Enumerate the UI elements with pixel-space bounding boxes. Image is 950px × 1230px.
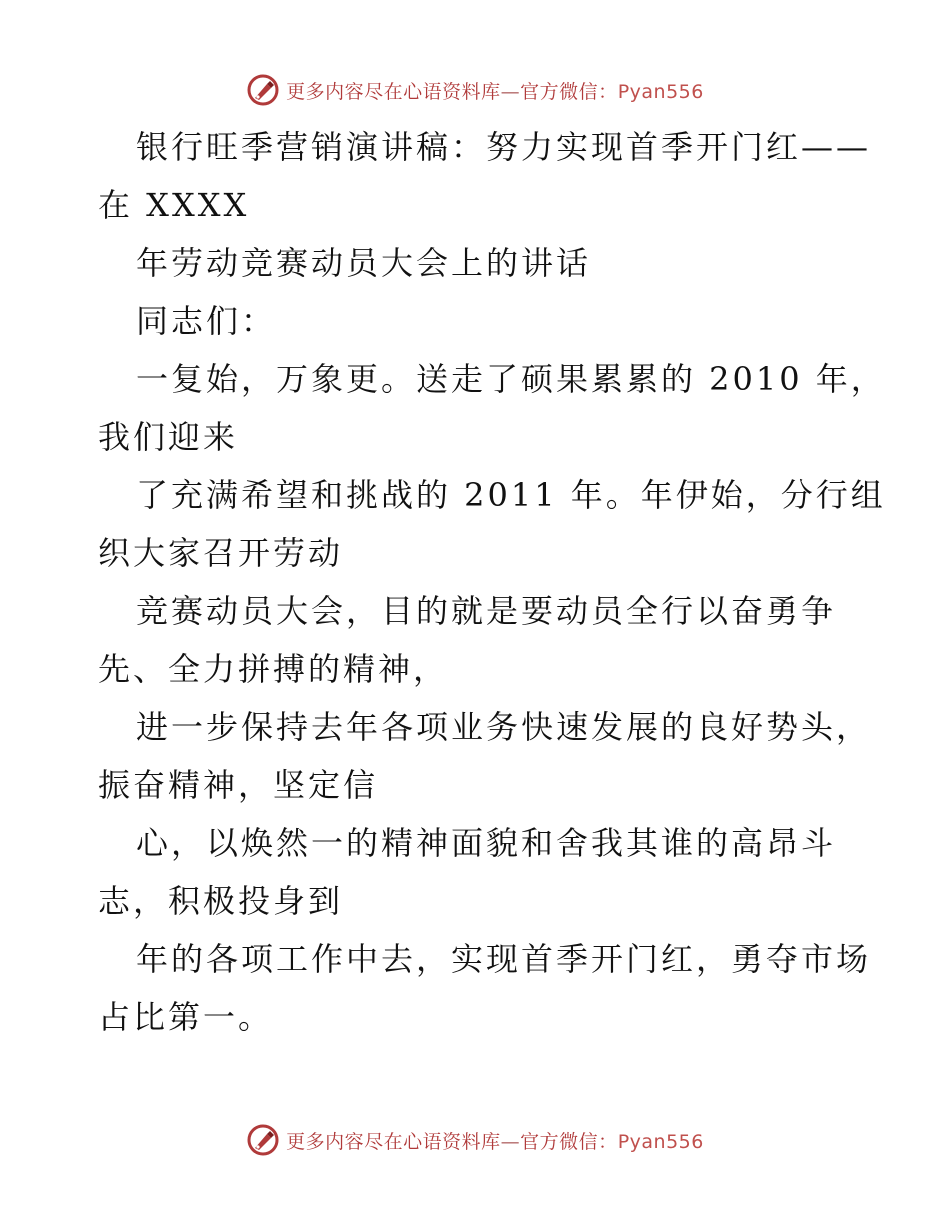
doc-line: 先、全力拼搏的精神， bbox=[98, 650, 449, 688]
watermark-id: Pyan556 bbox=[617, 1130, 704, 1153]
watermark-separator: — bbox=[500, 1130, 521, 1153]
doc-line: 银行旺季营销演讲稿：努力实现首季开门红—— bbox=[136, 128, 872, 166]
doc-line: 进一步保持去年各项业务快速发展的良好势头， bbox=[136, 708, 872, 746]
doc-line: 竞赛动员大会，目的就是要动员全行以奋勇争 bbox=[136, 592, 837, 630]
doc-line: 占比第一。 bbox=[98, 998, 274, 1036]
footer-watermark bbox=[0, 1120, 950, 1160]
watermark-separator: — bbox=[500, 80, 521, 103]
doc-line: 了充满希望和挑战的 2011 年。年伊始，分行组 bbox=[136, 476, 886, 514]
pen-logo-icon bbox=[246, 1123, 280, 1157]
doc-line: 振奋精神，坚定信 bbox=[98, 766, 379, 804]
watermark-text bbox=[286, 77, 704, 104]
doc-line: 我们迎来 bbox=[98, 418, 239, 456]
watermark-text bbox=[286, 1127, 704, 1154]
watermark-suffix: 官方微信： bbox=[520, 80, 618, 103]
doc-line: 在 XXXX bbox=[98, 186, 250, 224]
header-watermark bbox=[0, 70, 950, 110]
doc-line: 志，积极投身到 bbox=[98, 882, 344, 920]
doc-line: 心，以焕然一的精神面貌和舍我其谁的高昂斗 bbox=[136, 824, 837, 862]
watermark-suffix: 官方微信： bbox=[520, 1130, 618, 1153]
doc-line: 一复始，万象更。送走了硕果累累的 2010 年， bbox=[136, 360, 886, 398]
watermark-prefix: 更多内容尽在心语资料库 bbox=[286, 1130, 501, 1153]
watermark-id: Pyan556 bbox=[617, 80, 704, 103]
doc-line: 织大家召开劳动 bbox=[98, 534, 344, 572]
pen-logo-icon bbox=[246, 73, 280, 107]
doc-line: 年劳动竞赛动员大会上的讲话 bbox=[136, 244, 592, 282]
document-body bbox=[98, 118, 886, 1046]
doc-line: 同志们： bbox=[136, 302, 277, 340]
doc-line: 年的各项工作中去，实现首季开门红，勇夺市场 bbox=[136, 940, 872, 978]
watermark-prefix: 更多内容尽在心语资料库 bbox=[286, 80, 501, 103]
